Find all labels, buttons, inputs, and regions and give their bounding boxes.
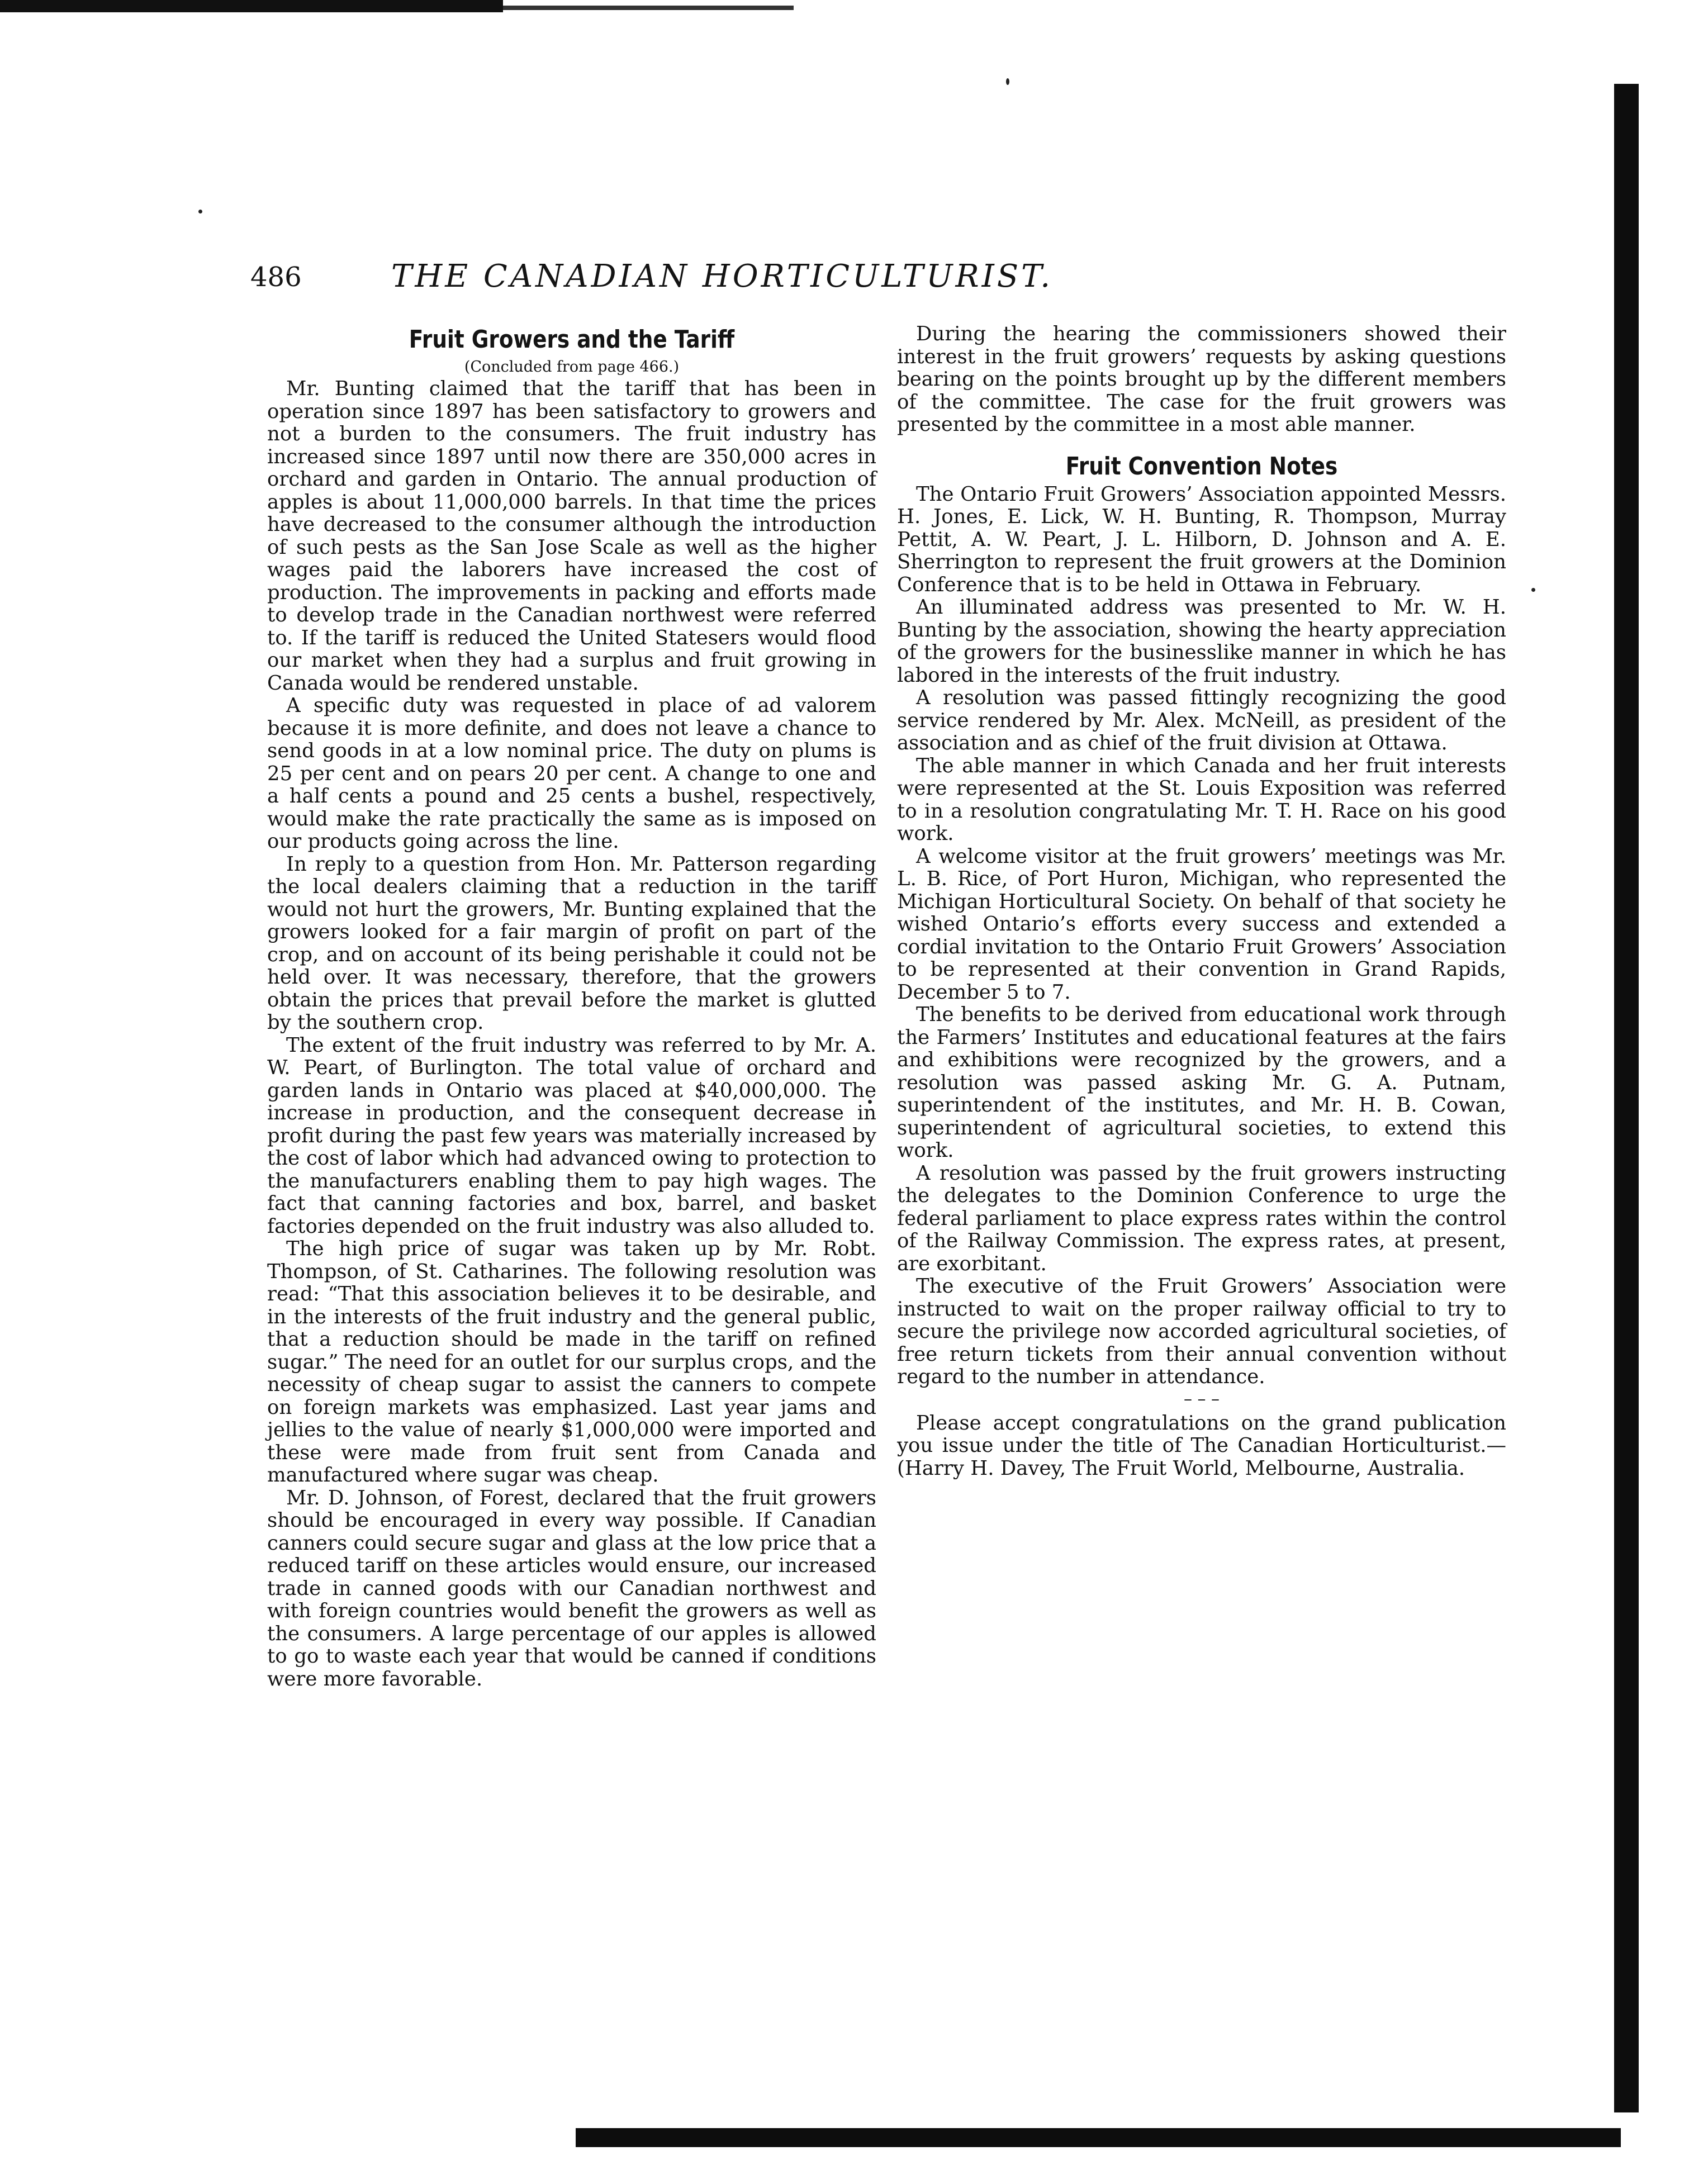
article-paragraph: Mr. Bunting claimed that the tariff that has been in operation since 1897 has been satisfactory to growers and not a burden to the consumers. The fruit industry has increased since 1897 until now there are 350,000 acres in orchard and garden in Ontario. The annual production of apples is about 11,000,000 barrels. In that time the prices have decreased to the consumer although the introduction of such pests as the San Jose Scale as well as the higher wages paid the laborers have increased the cost of production. The improvements in packing and efforts made to develop trade in the Canadian northwest were referred to. If the tariff is reduced the United Statesers would flood our market when they had a surplus and fruit growing in Canada would be rendered unstable. — [267, 377, 876, 695]
article-paragraph: During the hearing the commissioners showed their interest in the fruit growers’ requests by asking questions bearing on the points brought up by the different members of the committee. The case for the fruit growers was presented by the committee in a most able manner. — [897, 322, 1506, 436]
left-column — [267, 323, 876, 1691]
article-paragraph: A specific duty was requested in place of ad valorem because it is more definite, and does not leave a chance to send goods in at a low nominal price. The duty on plums is 25 per cent and on pears 20 per cent. A change to one and a half cents a pound and 25 cents a bushel, respectively, would make the rate practically the same as is imposed on our products going across the line. — [267, 694, 876, 853]
scan-speck — [1006, 78, 1009, 85]
article-paragraph: Mr. D. Johnson, of Forest, declared that the fruit growers should be encouraged in every way possible. If Canadian canners could secure sugar and glass at the low price that a reduced tariff on these articles would ensure, our increased trade in canned goods with our Canadian northwest and with foreign countries would benefit the growers as well as the consumers. A large percentage of our apples is allowed to go to waste each year that would be canned if conditions were more favorable. — [267, 1486, 876, 1691]
page-number: 486 — [250, 262, 302, 293]
scan-edge-top — [0, 0, 503, 12]
article-paragraph: A resolution was passed fittingly recognizing the good service rendered by Mr. Alex. McNeill, as president of the association and as chief of the fruit division at Ottawa. — [897, 686, 1506, 754]
article-paragraph: The executive of the Fruit Growers’ Association were instructed to wait on the proper railway official to try to secure the privilege now accorded agricultural societies, of free return tickets from their annual convention without regard to the number in attendance. — [897, 1275, 1506, 1388]
section-gap — [897, 436, 1506, 450]
article-paragraph: An illuminated address was presented to Mr. W. H. Bunting by the association, showing the hearty appreciation of the growers for the businesslike manner in which he has labored in the interests of the fruit industry. — [897, 596, 1506, 687]
scan-edge-bottom — [576, 2128, 1621, 2147]
congratulation-note: Please accept congratulations on the grand publication you issue under the title of The Canadian Horticulturist.—(Harry H. Davey, The Fruit World, Melbourne, Australia. — [897, 1411, 1506, 1480]
article-paragraph: A welcome visitor at the fruit growers’ meetings was Mr. L. B. Rice, of Port Huron, Michigan, who represented the Michigan Horticultural Society. On behalf of that society he wished Ontario’s efforts every success and extended a cordial invitation to the Ontario Fruit Growers’ Association to be represented at their convention in Grand Rapids, December 5 to 7. — [897, 844, 1506, 1004]
article-paragraph: The Ontario Fruit Growers’ Association appointed Messrs. H. Jones, E. Lick, W. H. Bunting, R. Thompson, Murray Pettit, A. W. Peart, J. L. Hilborn, D. Johnson and A. E. Sherrington to represent the fruit growers at the Dominion Conference that is to be held in Ottawa in February. — [897, 482, 1506, 596]
scan-speck — [198, 210, 202, 213]
divider: – – – — [1183, 1389, 1220, 1409]
article-title: Fruit Growers and the Tariff — [409, 325, 735, 354]
concluded-note: (Concluded from page 466.) — [464, 358, 680, 376]
scan-edge-right — [1614, 84, 1639, 2112]
article-paragraph: The extent of the fruit industry was referred to by Mr. A. W. Peart, of Burlington. The total value of orchard and garden lands in Ontario was placed at $40,000,000. The increase in production, and the consequent decrease in profit during the past few years was materially increased by the cost of labor which had advanced owing to protection to the manufacturers enabling them to pay high wages. The fact that canning factories and box, barrel, and basket factories depended on the fruit industry was also alluded to. — [267, 1033, 876, 1238]
scan-speck — [1531, 588, 1535, 592]
article-paragraph: The high price of sugar was taken up by Mr. Robt. Thompson, of St. Catharines. The following resolution was read: “That this association believes it to be desirable, and in the interests of the fruit industry and the general public, that a reduction should be made in the tariff on refined sugar.” The need for an outlet for our surplus crops, and the necessity of cheap sugar to assist the canners to compete on foreign markets was emphasized. Last year jams and jellies to the value of nearly $1,000,000 were imported and these were made from fruit sent from Canada and manufactured where sugar was cheap. — [267, 1237, 876, 1487]
scan-edge-top-thin — [503, 6, 794, 10]
article-paragraph: In reply to a question from Hon. Mr. Patterson regarding the local dealers claiming that a reduction in the tariff would not hurt the growers, Mr. Bunting explained that the growers looked for a fair margin of profit on part of the crop, and on account of its being perishable it could not be held over. It was necessary, therefore, that the growers obtain the prices that prevail before the market is glutted by the southern crop. — [267, 852, 876, 1034]
article-title: Fruit Convention Notes — [1065, 452, 1338, 481]
article-paragraph: The able manner in which Canada and her fruit interests were represented at the St. Louis Exposition was referred to in a resolution congratulating Mr. T. H. Race on his good work. — [897, 754, 1506, 845]
article-paragraph: A resolution was passed by the fruit growers instructing the delegates to the Dominion Conference to urge the federal parliament to place express rates within the control of the Railway Commission. The express rates, at present, are exorbitant. — [897, 1161, 1506, 1275]
running-title: THE CANADIAN HORTICULTURIST. — [391, 258, 1054, 295]
article-paragraph: The benefits to be derived from educational work through the Farmers’ Institutes and educational features at the fairs and exhibitions were recognized by the growers, and a resolution was passed asking Mr. G. A. Putnam, superintendent of the institutes, and Mr. H. B. Cowan, superintendent of agricultural societies, to extend this work. — [897, 1003, 1506, 1162]
right-column — [897, 323, 1506, 1480]
